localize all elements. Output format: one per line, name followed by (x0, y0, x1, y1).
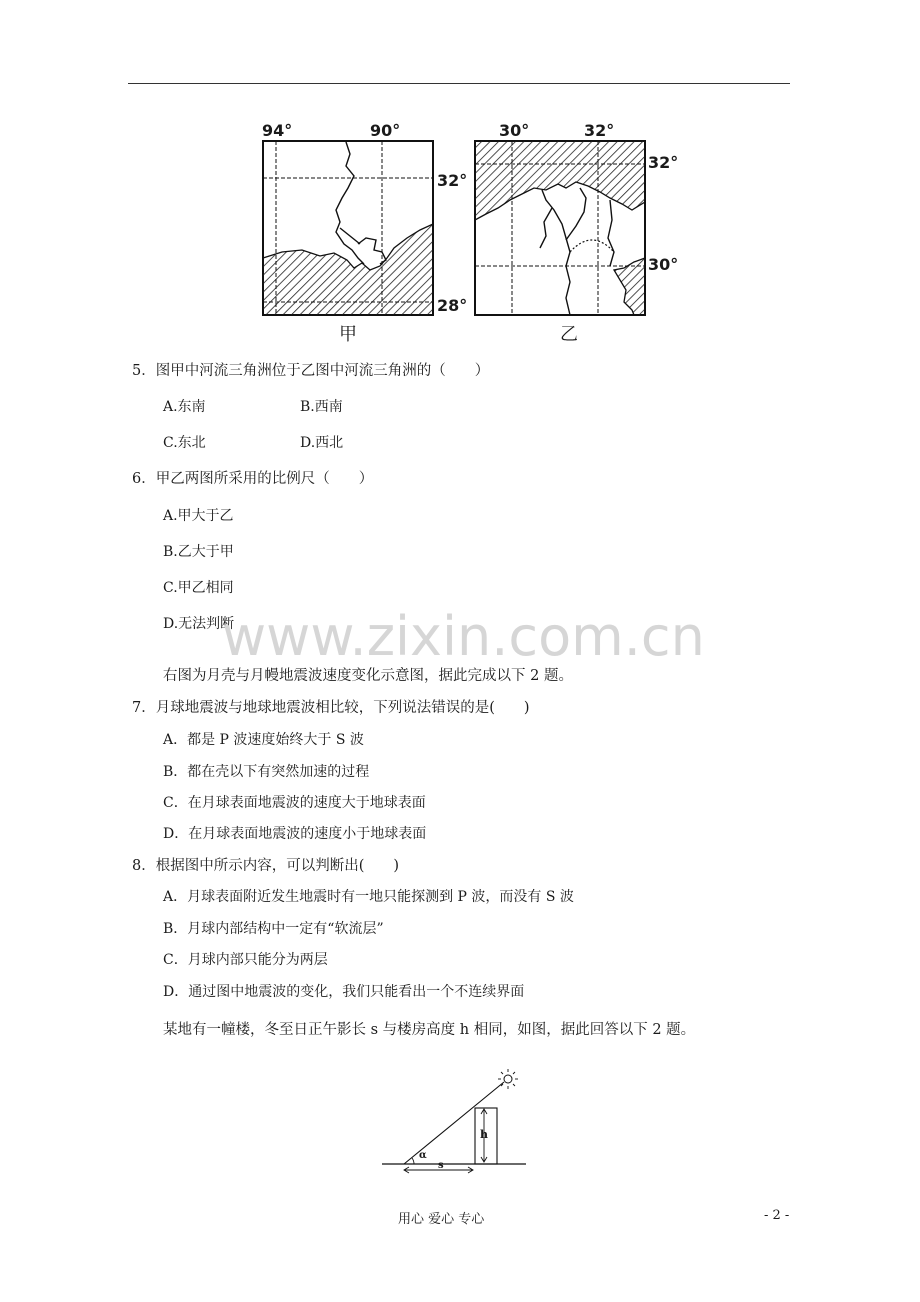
q7-stem: 7．月球地震波与地球地震波相比较，下列说法错误的是( ) (132, 700, 530, 716)
q7-option-c: C．在月球表面地震波的速度大于地球表面 (163, 795, 426, 811)
map-yi-figure (474, 140, 646, 316)
map-yi-lon-left: 30° (499, 121, 530, 140)
q7-option-a: A．都是 P 波速度始终大于 S 波 (163, 732, 364, 748)
map-yi-caption: 乙 (560, 324, 578, 345)
map-jia-figure (262, 140, 434, 316)
q8-option-b: B．月球内部结构中一定有“软流层” (163, 921, 384, 937)
header-rule (128, 83, 790, 84)
q5-option-c: C.东北 (163, 435, 206, 451)
map-yi-lat-top: 32° (648, 153, 679, 172)
map-jia-lon-left: 94° (262, 121, 293, 140)
watermark: www.zixin.com.cn (222, 605, 705, 668)
q6-option-a: A.甲大于乙 (163, 508, 234, 524)
q5-option-b: B.西南 (300, 399, 343, 415)
q7-option-d: D．在月球表面地震波的速度小于地球表面 (163, 826, 427, 842)
q7-option-b: B．都在壳以下有突然加速的过程 (163, 764, 370, 780)
map-jia-lat-mid: 32° (437, 171, 468, 190)
map-yi-lon-right: 32° (584, 121, 615, 140)
q5-option-a: A.东南 (163, 399, 206, 415)
q6-option-b: B.乙大于甲 (163, 544, 234, 560)
q8-stem: 8．根据图中所示内容，可以判断出( ) (132, 858, 400, 874)
diagram-s-label: s (438, 1160, 444, 1171)
page-number: - 2 - (764, 1208, 790, 1223)
shadow-diagram-figure (380, 1068, 530, 1178)
intro-1: 右图为月壳与月幔地震波速度变化示意图，据此完成以下 2 题。 (163, 668, 573, 684)
intro-2: 某地有一幢楼，冬至日正午影长 s 与楼房高度 h 相同，如图，据此回答以下 2 题。 (163, 1022, 696, 1038)
q5-stem: 5．图甲中河流三角洲位于乙图中河流三角洲的（ ） (132, 363, 490, 379)
map-yi-lat-mid: 30° (648, 255, 679, 274)
map-jia-caption: 甲 (339, 324, 357, 345)
q8-option-c: C．月球内部只能分为两层 (163, 952, 328, 968)
q8-option-a: A．月球表面附近发生地震时有一地只能探测到 P 波，而没有 S 波 (163, 889, 574, 905)
q6-option-d: D.无法判断 (163, 616, 235, 632)
q6-option-c: C.甲乙相同 (163, 580, 234, 596)
q8-option-d: D．通过图中地震波的变化，我们只能看出一个不连续界面 (163, 984, 525, 1000)
map-jia-lon-right: 90° (370, 121, 401, 140)
sun-icon (498, 1069, 518, 1089)
q5-option-d: D.西北 (300, 435, 344, 451)
diagram-alpha-label: α (419, 1150, 427, 1161)
diagram-h-label: h (480, 1128, 488, 1141)
map-jia-lat-bottom: 28° (437, 296, 468, 315)
q6-stem: 6．甲乙两图所采用的比例尺（ ） (132, 471, 374, 487)
footer-center: 用心 爱心 专心 (398, 1212, 485, 1227)
